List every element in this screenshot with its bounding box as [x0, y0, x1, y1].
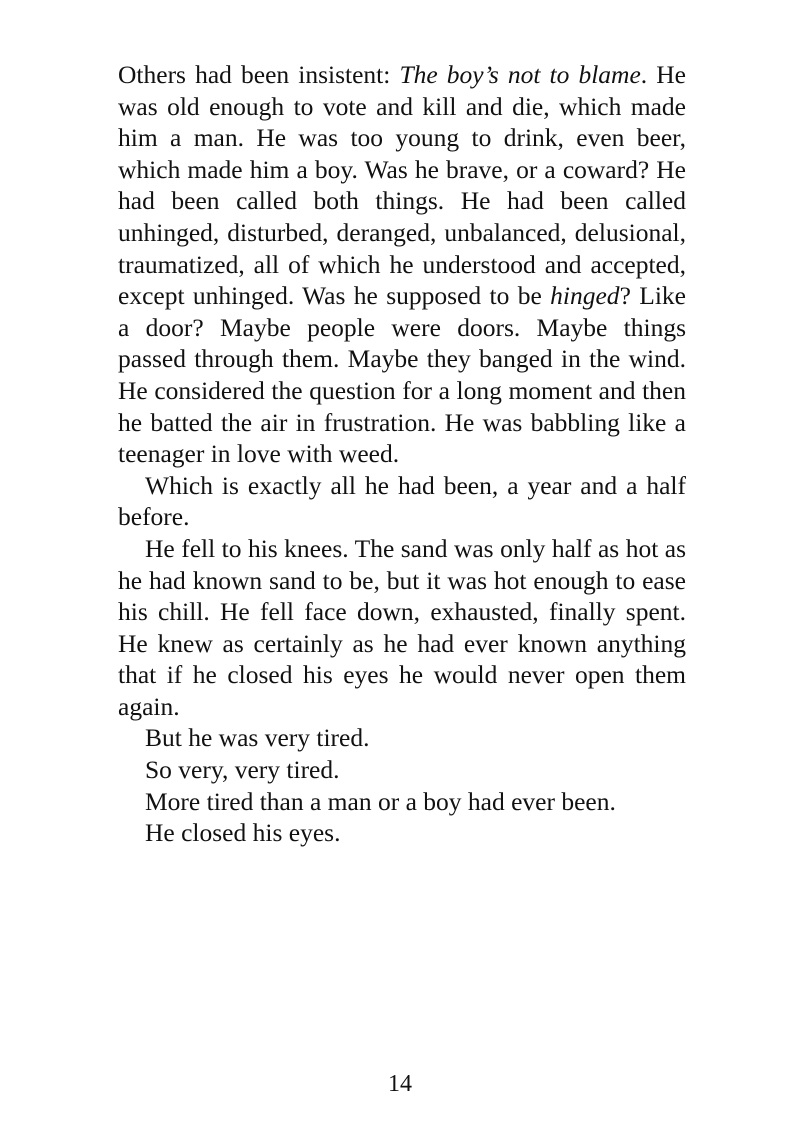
- paragraph-7: [118, 817, 686, 849]
- body-text: [118, 59, 686, 849]
- text-run: More tired than a man or a boy had ever been.: [145, 786, 616, 816]
- italic-text-run: The boy’s not to blame: [399, 60, 641, 89]
- text-run: Which is exactly all he had been, a year and a half before.: [118, 470, 686, 532]
- text-run: . He was old enough to vote and kill and die, which made him a man. He was too young to drink, even beer, which made him a boy. Was he brave, or a coward? He had been called both things. He had been called unhinged, disturbed, deranged, unbalanced, delusional, traumatized, all of which he understood and accepted, except unhinged. Was he supposed to be: [118, 60, 686, 311]
- paragraph-3: [118, 533, 686, 723]
- paragraph-2: [118, 470, 686, 533]
- paragraph-5: [118, 754, 686, 786]
- paragraph-1: [118, 59, 686, 470]
- text-run: But he was very tired.: [145, 723, 370, 753]
- text-run: ? Like a door? Maybe people were doors. Maybe things passed through them. Maybe they banged in the wind. He considered the question for a long moment and then he batted the air in frustration. He was babbling like a teenager in love with weed.: [118, 281, 686, 469]
- text-run: He fell to his knees. The sand was only half as hot as he had known sand to be, but it was hot enough to ease his chill. He fell face down, exhausted, finally spent. He knew as certainly as he had ever known anything that if he closed his eyes he would never open them again.: [118, 533, 686, 721]
- paragraph-4: [118, 722, 686, 754]
- text-run: He closed his eyes.: [145, 818, 341, 848]
- paragraph-6: [118, 786, 686, 818]
- italic-text-run: hinged: [550, 281, 620, 311]
- page-number: 14: [388, 1071, 412, 1097]
- text-run: Others had been insistent:: [118, 60, 400, 89]
- text-run: So very, very tired.: [145, 755, 340, 785]
